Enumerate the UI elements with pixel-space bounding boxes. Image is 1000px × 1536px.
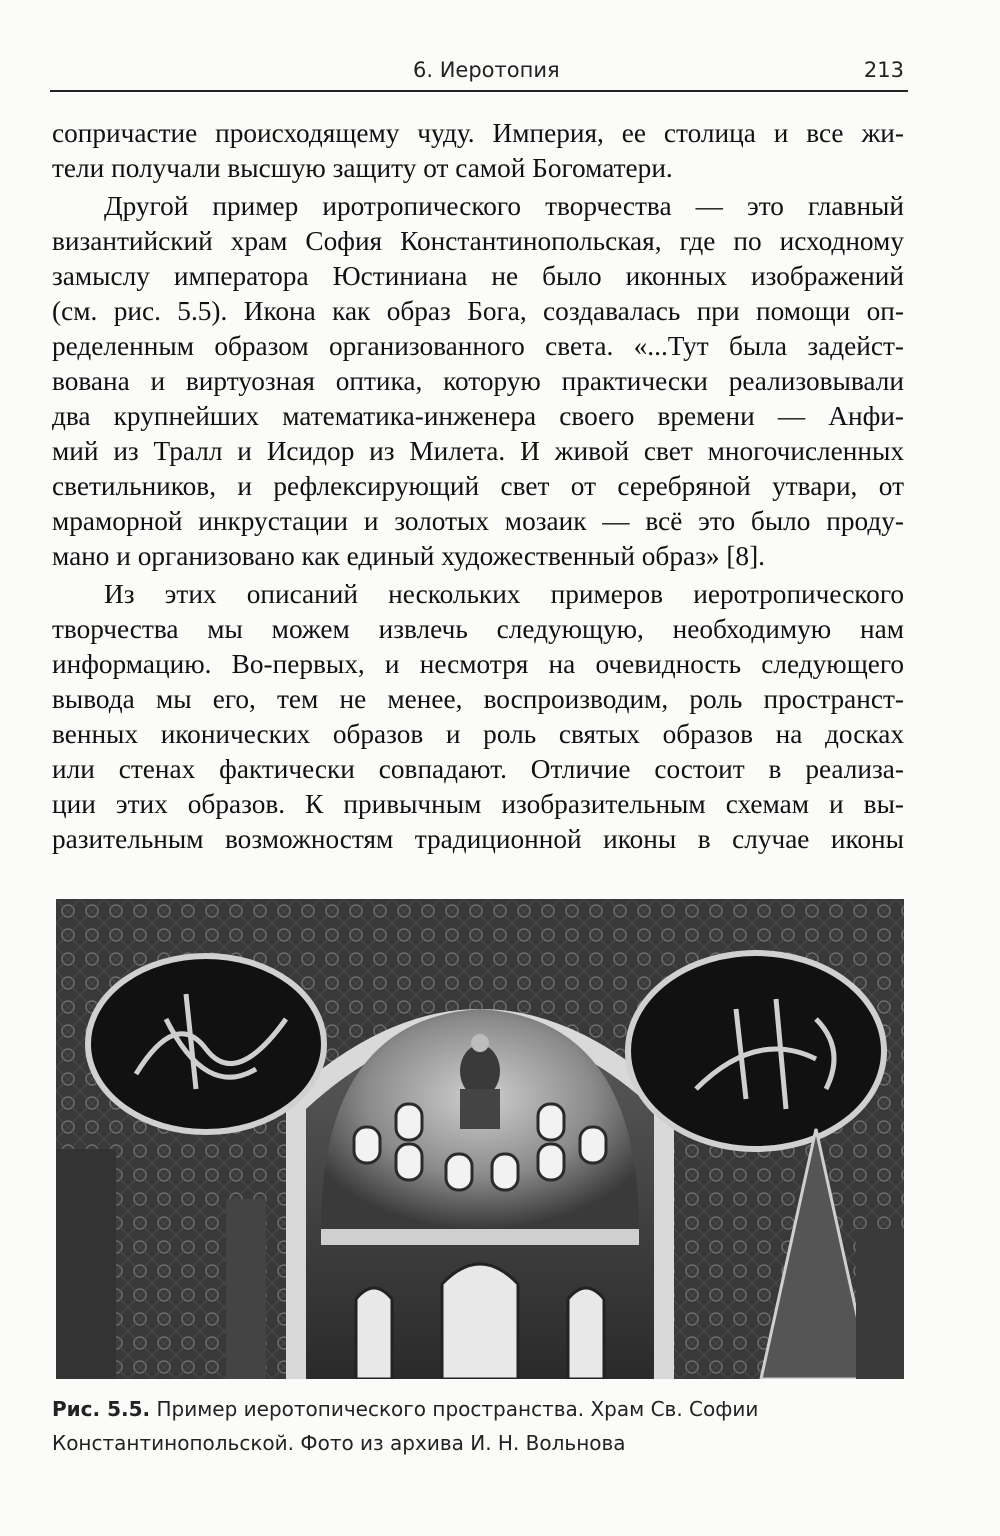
text-line: тели получали высшую защиту от самой Богоматери.: [52, 153, 673, 183]
figure-photo-hagia-sophia: [56, 899, 904, 1379]
text-line: сопричастие происходящему чуду. Империя, ее столица и все жи-: [52, 118, 904, 148]
figure-caption: [52, 1392, 912, 1460]
caption-label: Рис. 5.5.: [52, 1397, 151, 1421]
header-rule: [50, 90, 908, 92]
text-line: вывода мы его, тем не менее, воспроизводим, роль пространст-: [52, 684, 904, 714]
text-line: венных иконических образов и роль святых образов на досках: [52, 719, 904, 749]
body-text: [52, 116, 904, 857]
text-line: творчества мы можем извлечь следующую, необходимую нам: [52, 614, 904, 644]
text-line: два крупнейших математика-инженера своего времени — Анфи-: [52, 401, 904, 431]
photo-illustration: [56, 899, 904, 1379]
text-line: мано и организовано как единый художественный образ» [8].: [52, 541, 765, 571]
text-line: Другой пример иротропического творчества — это главный: [104, 191, 904, 221]
text-line: замыслу императора Юстиниана не было иконных изображений: [52, 261, 904, 291]
page-number: 213: [863, 58, 904, 82]
text-line: вована и виртуозная оптика, которую практически реализовывали: [52, 366, 904, 396]
text-line: Из этих описаний нескольких примеров иеротропического: [104, 579, 904, 609]
text-line: ции этих образов. К привычным изобразительным схемам и вы-: [52, 789, 904, 819]
text-line: светильников, и рефлексирующий свет от серебряной утвари, от: [52, 471, 904, 501]
text-line: или стенах фактически совпадают. Отличие состоит в реализа-: [52, 754, 904, 784]
text-line: (см. рис. 5.5). Икона как образ Бога, создавалась при помощи оп-: [52, 296, 904, 326]
chapter-title: 6. Иеротопия: [413, 58, 560, 82]
running-header: [50, 50, 908, 90]
caption-line-1: Пример иеротопического пространства. Храм Св. Софии: [150, 1397, 759, 1421]
text-line: информацию. Во-первых, и несмотря на очевидность следующего: [52, 649, 904, 679]
text-line: мий из Тралл и Исидор из Милета. И живой свет многочисленных: [52, 436, 904, 466]
text-line: ределенным образом организованного света. «...Тут была задейст-: [52, 331, 904, 361]
caption-line-2: Константинопольской. Фото из архива И. Н. Вольнова: [52, 1431, 626, 1455]
text-line: разительным возможностям традиционной иконы в случае иконы: [52, 824, 904, 854]
text-line: византийский храм София Константинопольская, где по исходному: [52, 226, 904, 256]
text-line: мраморной инкрустации и золотых мозаик — всё это было проду-: [52, 506, 904, 536]
